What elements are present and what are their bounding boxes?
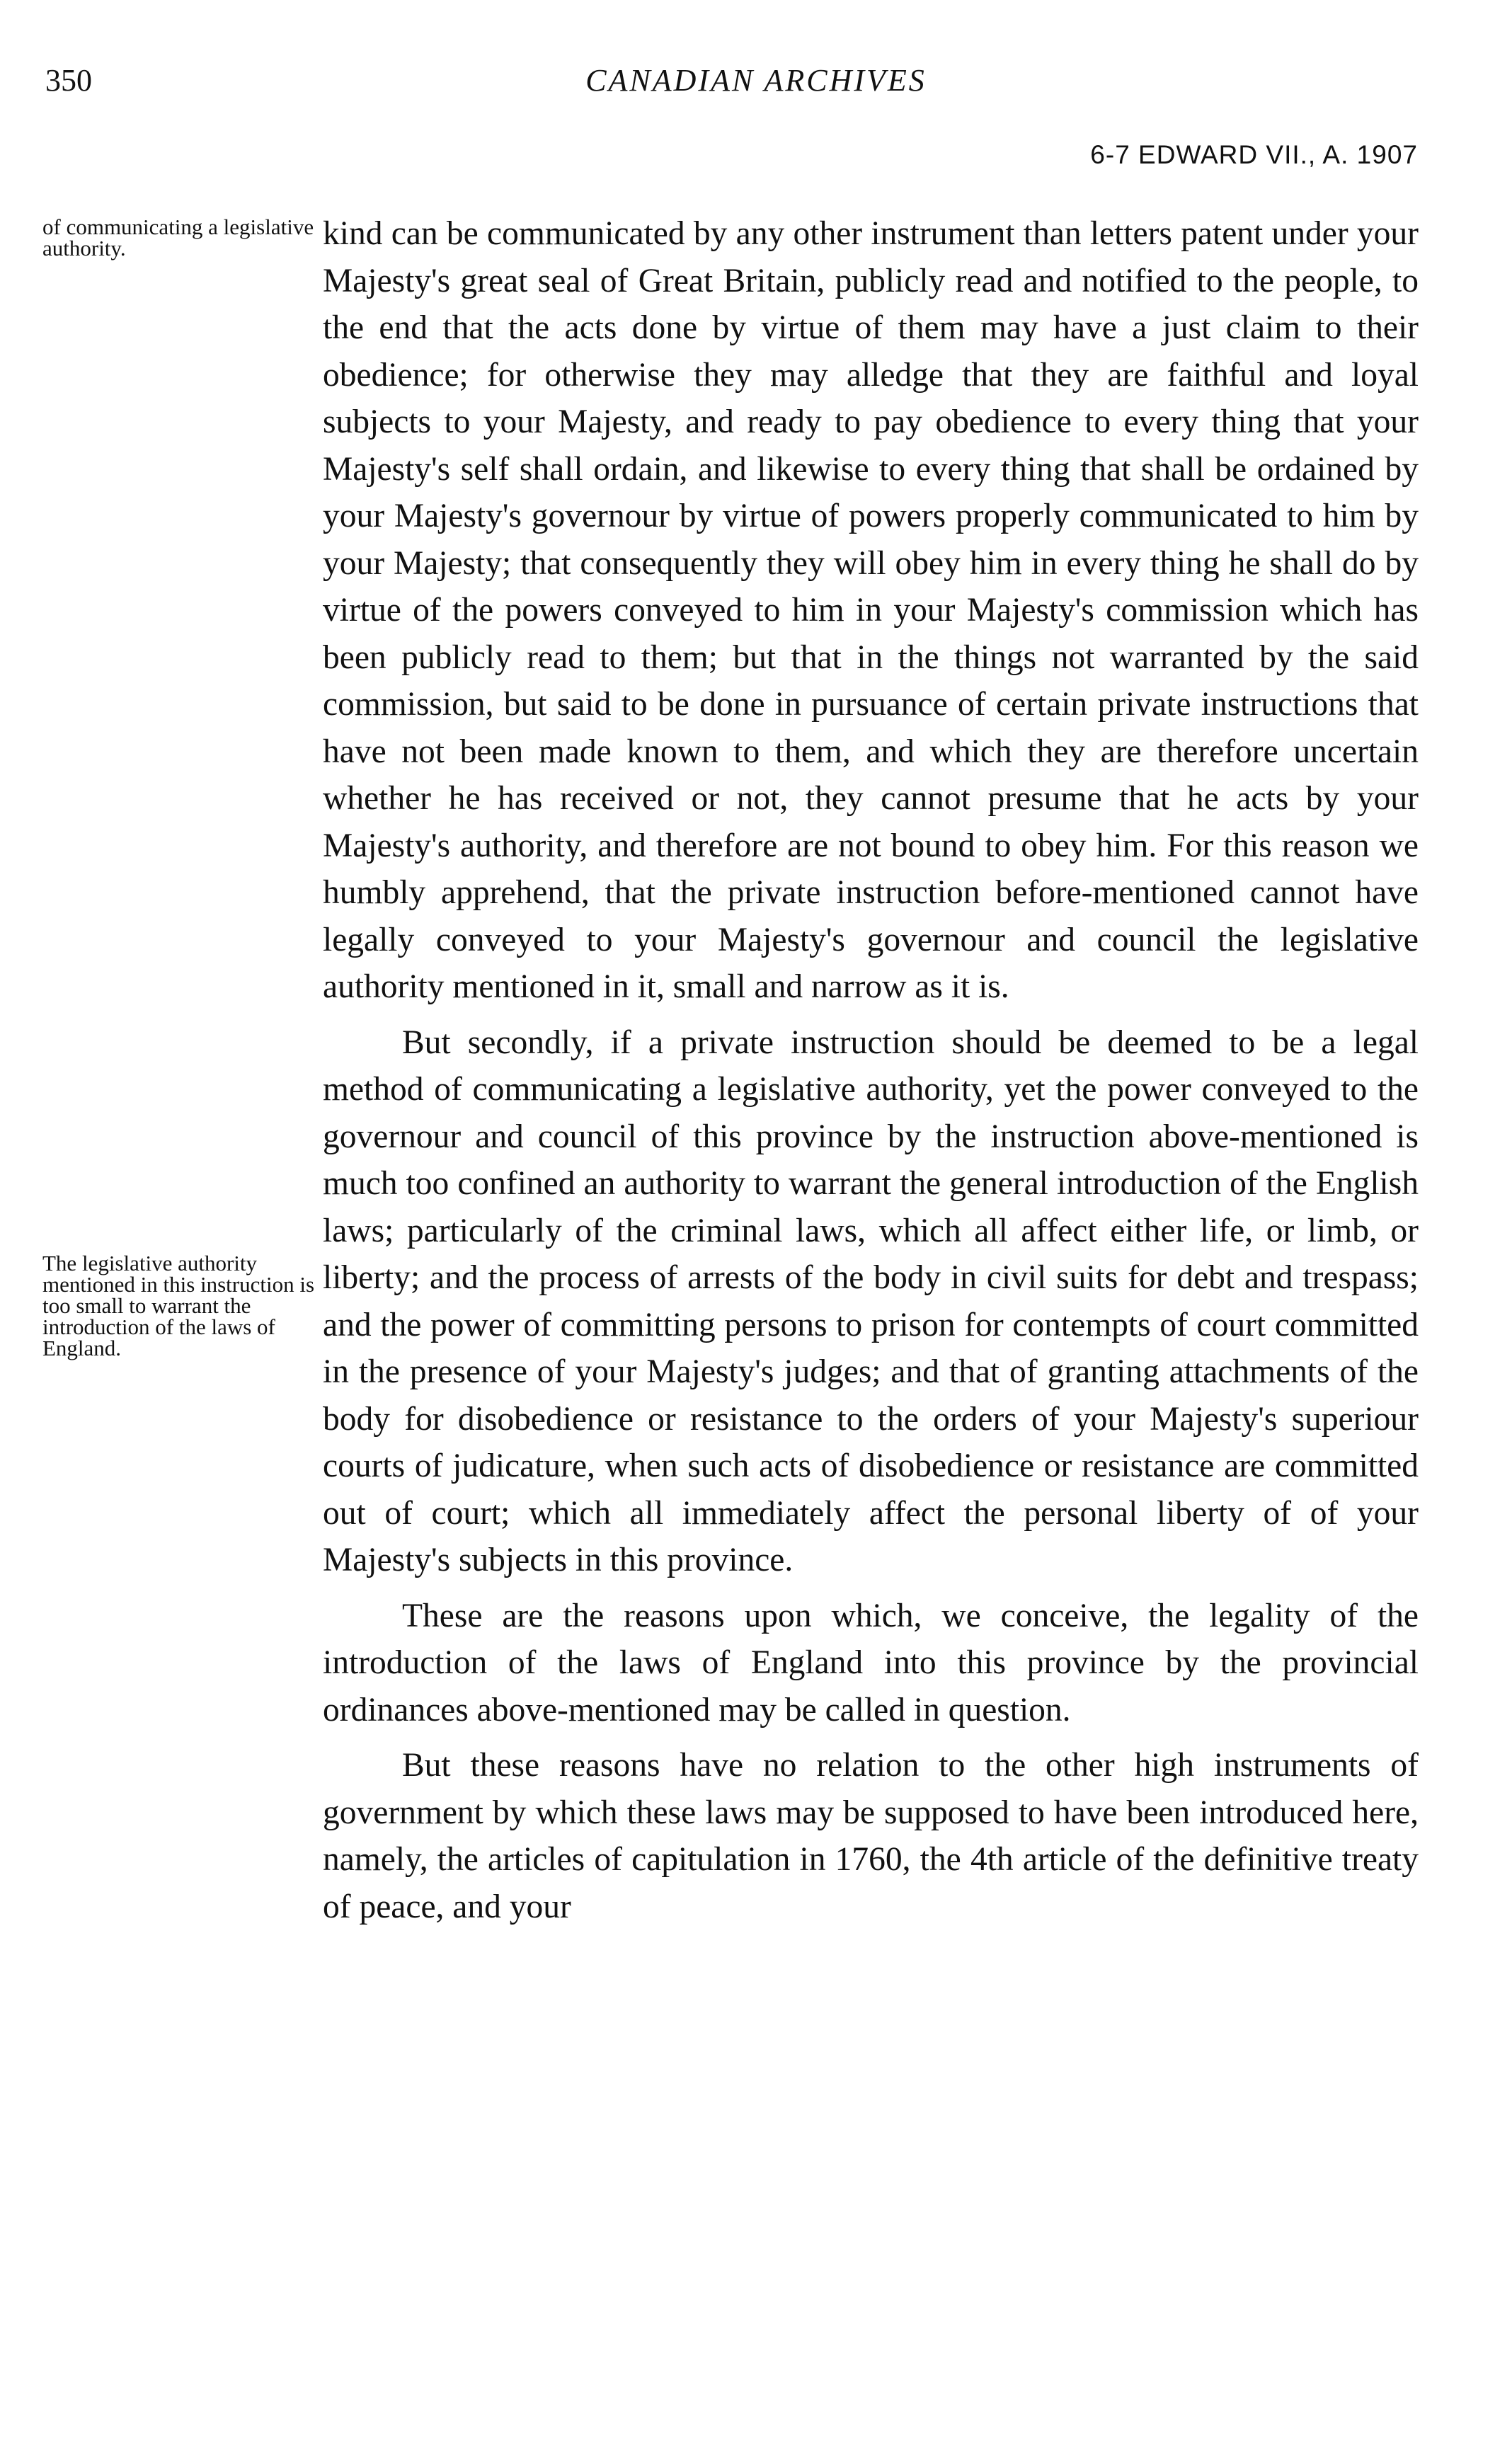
body-text xyxy=(323,210,1419,1930)
side-note-authority-too-small: The legislative authority mentioned in this instruction is too small to warrant the introduction of the laws of England. xyxy=(42,1251,315,1360)
session-label: 6-7 EDWARD VII., A. 1907 xyxy=(1090,140,1418,169)
paragraph-continued: kind can be communicated by any other instrument than letters patent under your Majesty's great seal of Great Britain, publicly read and notified to the people, to the end that the acts done by virtue of them may have a just claim to their obedience; for otherwise they may alledge that they are faithful and loyal subjects to your Majesty, and ready to pay obedience to every thing that your Majesty's self shall ordain, and likewise to every thing that shall be ordained by your Majesty's governour by virtue of powers properly communicated to him by your Majesty; that consequently they will obey him in every thing he shall do by virtue of the powers conveyed to him in your Majesty's commission which has been publicly read to them; but that in the things not warranted by the said commission, but said to be done in pursuance of certain private instructions that have not been made known to them, and which they are therefore uncertain whether he has received or not, they cannot presume that he acts by your Majesty's authority, and therefore are not bound to obey him. For this reason we humbly apprehend, that the private instruction before-mentioned cannot have legally conveyed to your Majesty's governour and council the legislative authority mentioned in it, small and narrow as it is. xyxy=(323,215,1419,1005)
page-number: 350 xyxy=(45,63,92,98)
running-title: CANADIAN ARCHIVES xyxy=(585,63,927,98)
paragraph-secondly: But secondly, if a private instruction should be deemed to be a legal method of communicating a legislative authority, yet the power conveyed to the governour and council of this province by the instruction above-mentioned is much too confined an authority to warrant the general introduction of the English laws; particularly of the criminal laws, which all affect either life, or limb, or liberty; and the process of arrests of the body in civil suits for debt and trespass; and the power of committing persons to prison for contempts of court committed in the presence of your Majesty's judges; and that of granting attachments of the body for disobedience or resistance to the orders of your Majesty's superiour courts of judicature, when such acts of disobedience or resistance are committed out of court; which all immediately affect the personal liberty of of your Majesty's subjects in this province. xyxy=(323,1024,1419,1578)
side-note-communicating-authority: of communicating a legislative authority. xyxy=(42,214,314,260)
paragraph-other-instruments: But these reasons have no relation to the other high instruments of government by which these laws may be supposed to have been introduced here, namely, the articles of capitulation in 1760, the 4th article of the definitive treaty of peace, and your xyxy=(323,1747,1419,1925)
paragraph-reasons: These are the reasons upon which, we conceive, the legality of the introduction of the laws of England into this province by the provincial ordinances above-mentioned may be called in question. xyxy=(323,1597,1419,1728)
